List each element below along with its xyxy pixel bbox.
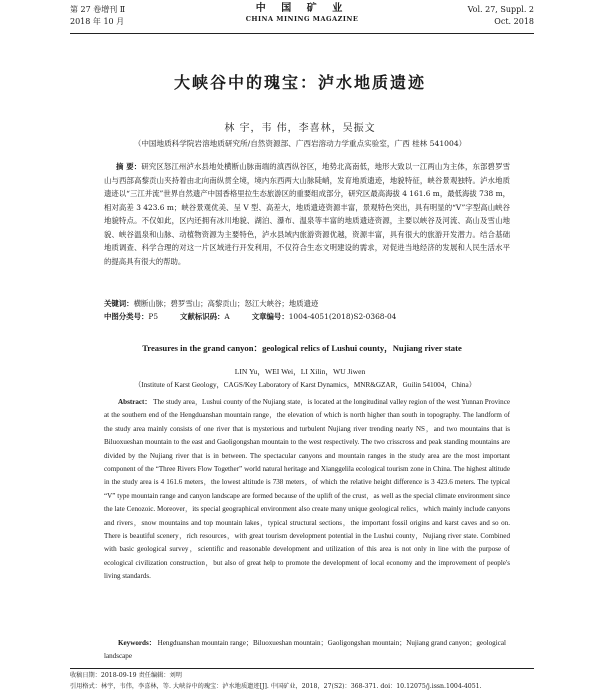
header-volume-cn: 第 27 卷增刊 Ⅱ xyxy=(70,5,126,14)
abstract-en-text: The study area，Lushui county of the Nujiang state，is located at the longitudinal valley region of the west Yunnan Province at the southern end of the Hengduanshan mountain range，the elevation of which is north higher than south in topography. The landform of the study area mainly consists of one river that is mysterious and turbulent Nujiang river trending nearly NS，and two mountains that is Biluoxueshan mountain to the east and Gaoligongshan mountain to the west respectively. The two crisscross and peak standing mountains are divided by the Nujiang river that is in between. The spectacular canyons and mountain ranges in the study area are the most important component of the “Three Rivers Flow Together” world natural heritage and Xianggelila ecological tourism zone in China. The highest altitude in the study area is 4 161.6 meters，the lowest altitude is 738 meters，of which the relative height difference is 3 423.6 meters. The typical “V” type mountain range and canyon landscape are formed because of the uplift of the crust，as well as the special climate environment since the late Cenozoic. Moreover，its special geographical environment also create many unique geological relics，which mainly include canyons and rivers，snow mountains and top mountain lakes，typical structural sections，the important fossil origins and karst caves and so on. There is beautiful scenery，rich resources，with great tourism development potential in the Lushui county，Nujiang river state. Combined with basic geological survey，scientific and reasonable development and utilization of this area is not only in line with the purpose of ecological civilization construction，but also of great help to promote the development of local economy and the improvement of people's living standards. xyxy=(104,398,510,581)
keywords-en-label: Keywords： xyxy=(118,639,156,647)
clc-label: 中图分类号： xyxy=(104,312,149,321)
abstract-cn-text: 研究区怒江州泸水县地处横断山脉南端的滇西纵谷区，地势北高南低，地形大致以一江两山为主体，东部碧罗雪山与西部高黎贡山夹持着由北向南纵贯全境，境内东西两大山脉陡峭，发育地质遗迹，地貌特征，峡谷景观独特。泸水地质遗迹以“三江并流”世界自然遗产中国香格里拉生态旅游区的重要组成部分，研究区最高海拔 4 161.6 m，最低海拔 738 m，相对高差 3 423.6 m；峡谷景观优美、呈 V 型、高差大，地质遗迹资源丰富，景观特色突出，具有明显的“V”字型高山峡谷地貌特点。不仅如此，区内还拥有冰川地貌、湖泊、瀑布、温泉等丰富的地质遗迹资源，主要以峡谷及河流、高山及雪山地貌、峡谷温泉和山脉、动植物资源为主要特色，泸水县域内旅游资源优越，资源丰富，具有很大的旅游开发潜力。结合基础地质调查、科学合理的对这一片区域进行开发利用，不仅符合生态文明建设的需求，对促进当地经济的发展和人民生活水平的提高具有很大的帮助。 xyxy=(104,162,510,266)
footnote-citation: 引用格式：林宇，韦伟，李喜林，等. 大峡谷中的瑰宝：泸水地质遗迹[J]. 中国矿业，2018，27(S2)：368-371. doi：10.12075/j.issn.1004-4051. xyxy=(70,683,482,690)
footnote-received: 收稿日期：2018-09-19 责任编辑：刘明 xyxy=(70,672,182,679)
footnote-rule xyxy=(70,668,534,669)
abstract-cn xyxy=(104,160,510,268)
doc-code-label: 文献标识码： xyxy=(180,312,225,321)
keywords-cn-text: 横断山脉；碧罗雪山；高黎贡山；怒江大峡谷；地质遗迹 xyxy=(133,299,319,308)
journal-name-cn: 中 国 矿 业 xyxy=(255,3,349,14)
affiliation-cn: （中国地质科学院岩溶地质研究所/自然资源部、广西岩溶动力学重点实验室，广西 桂林 541004） xyxy=(133,139,467,148)
abstract-en xyxy=(104,396,510,584)
keywords-en-text: Hengduanshan mountain range；Biluoxueshan mountain；Gaoligongshan mountain；Nujiang grand canyon；geological landscape xyxy=(104,639,506,660)
keywords-en xyxy=(104,637,510,663)
abstract-en-label: Abstract： xyxy=(118,398,152,406)
title-cn: 大峡谷中的瑰宝：泸水地质遗迹 xyxy=(173,73,426,92)
header-rule xyxy=(70,33,534,34)
authors-en: LIN Yu，WEI Wei，LI Xilin，WU Jiwen xyxy=(234,367,366,376)
header-volume-en: Vol. 27, Suppl. 2 xyxy=(467,5,534,14)
running-header xyxy=(70,2,534,32)
header-center xyxy=(70,3,534,23)
header-date-en: Oct. 2018 xyxy=(494,17,534,26)
clc-value: P5 xyxy=(148,312,159,321)
keywords-cn xyxy=(104,298,510,310)
journal-name-en: CHINA MINING MAGAZINE xyxy=(245,15,359,23)
article-no-label: 文章编号： xyxy=(251,312,289,321)
affiliation-en: （Institute of Karst Geology，CAGS/Key Laboratory of Karst Dynamics，MNR&GZAR，Guilin 541004，China） xyxy=(134,381,476,389)
keywords-cn-label: 关键词： xyxy=(104,299,134,308)
doc-code-value: A xyxy=(224,312,230,321)
abstract-cn-label: 摘 要： xyxy=(116,162,142,171)
header-date-cn: 2018 年 10 月 xyxy=(70,17,125,26)
classification-line xyxy=(104,311,510,323)
article-no-value: 1004-4051(2018)S2-0368-04 xyxy=(288,312,397,321)
title-en: Treasures in the grand canyon：geological relics of Lushui county，Nujiang river state xyxy=(142,343,462,353)
header-right xyxy=(468,4,534,28)
authors-cn: 林 宇，韦 伟，李喜林，吴振文 xyxy=(224,123,376,134)
